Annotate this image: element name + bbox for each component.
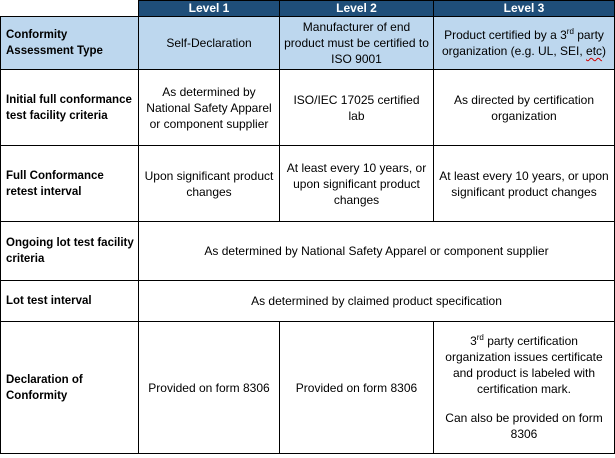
level-2-header: Level 2 [280, 1, 434, 17]
ongoing-lot-value: As determined by National Safety Apparel or component supplier [139, 222, 615, 281]
initial-test-level-2: ISO/IEC 17025 certified lab [280, 70, 434, 146]
declaration-level-2: Provided on form 8306 [280, 322, 434, 454]
initial-test-level-1: As determined by National Safety Apparel or component supplier [139, 70, 280, 146]
assessment-type-row [1, 17, 615, 70]
spellcheck-word: etc [586, 44, 603, 58]
table-row [1, 322, 615, 454]
table-row [1, 222, 615, 281]
retest-interval-level-1: Upon significant product changes [139, 146, 280, 222]
declaration-level-3-para-2: Can also be provided on form 8306 [445, 411, 603, 441]
initial-test-level-3: As directed by certification organization [434, 70, 615, 146]
declaration-level-1: Provided on form 8306 [139, 322, 280, 454]
declaration-label: Declaration of Conformity [1, 322, 139, 454]
assessment-type-level-3: Product certified by a 3rd party organization (e.g. UL, SEI, etc) [434, 17, 615, 70]
assessment-type-level-1: Self-Declaration [139, 17, 280, 70]
retest-interval-level-2: At least every 10 years, or upon significant product changes [280, 146, 434, 222]
lot-interval-label: Lot test interval [1, 281, 139, 322]
retest-interval-level-3: At least every 10 years, or upon significant product changes [434, 146, 615, 222]
table-row [1, 146, 615, 222]
assessment-type-label: Conformity Assessment Type [1, 17, 139, 70]
declaration-level-3 [434, 322, 615, 454]
declaration-level-3-para-1: 3rd party certification organization issues certificate and product is labeled with certification mark. [445, 333, 603, 396]
table-row [1, 281, 615, 322]
corner-blank [1, 1, 139, 17]
ongoing-lot-label: Ongoing lot test facility criteria [1, 222, 139, 281]
level-1-header: Level 1 [139, 1, 280, 17]
level-3-header: Level 3 [434, 1, 615, 17]
assessment-type-level-2: Manufacturer of end product must be certified to ISO 9001 [280, 17, 434, 70]
initial-test-label: Initial full conformance test facility criteria [1, 70, 139, 146]
lot-interval-value: As determined by claimed product specification [139, 281, 615, 322]
retest-interval-label: Full Conformance retest interval [1, 146, 139, 222]
table-row [1, 70, 615, 146]
